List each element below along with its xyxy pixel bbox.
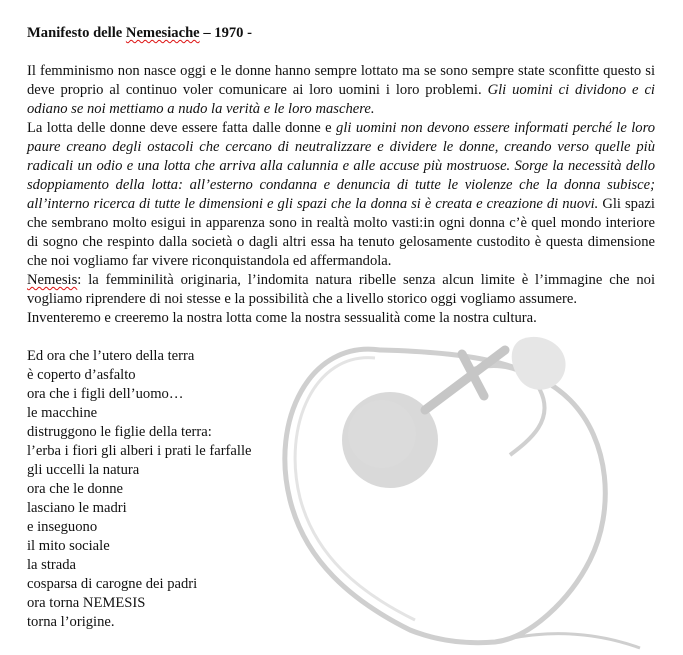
poem-line: e inseguono xyxy=(27,519,98,535)
paragraph-3 xyxy=(27,271,655,309)
paragraph-2-text-2: Gli spazi che sembrano molto esigui in apparenza sono in realtà molto vasti:in ogni donna c’è quel mondo interiore di sogno che respinto dalla società o dagli altri essa ha tenuto gelosamente custodito è questa dimensione che noi vogliamo far vivere riconquistandola ed affermandola. xyxy=(27,196,655,269)
paragraph-2 xyxy=(27,119,655,271)
paragraph-2-text-1: La lotta delle donne deve essere fatta dalle donne e xyxy=(27,120,337,136)
poem-line: gli uccelli la natura xyxy=(27,462,140,478)
poem-line: le macchine xyxy=(27,405,98,421)
paragraph-1 xyxy=(27,62,655,119)
title-prefix: Manifesto delle xyxy=(27,25,126,41)
poem-line: torna l’origine. xyxy=(27,614,115,630)
poem-line: lasciano le madri xyxy=(27,500,127,516)
poem-line: è coperto d’asfalto xyxy=(27,367,136,383)
poem-line: cosparsa di carogne dei padri xyxy=(27,576,198,592)
poem-line: il mito sociale xyxy=(27,538,110,554)
title-suffix: – 1970 - xyxy=(199,25,252,41)
paragraph-2-italic: gli uomini non devono essere informati perché le loro paure creano degli ostacoli che cercano di neutralizzare e dividere le donne, creando verso quelle più radicali un odio e una lotta che arriva alla calunnia e alle accuse più mostruose. Sorge la necessità dello sdoppiamento della lotta: all’esterno condanna e denuncia di tutte le violenze che la donna subisce; all’interno ricerca di tutte le dimensioni e gli spazi che la donna si è creata e creazione di nuovi. xyxy=(27,120,656,212)
document-body xyxy=(27,24,655,632)
poem-line: la strada xyxy=(27,557,77,573)
paragraph-1-text: Il femminismo non nasce oggi e le donne hanno sempre lottato ma se sono sempre state sconfitte questo si deve proprio al continuo voler comunicare ai loro uomini i loro problemi. xyxy=(27,63,655,98)
document-title xyxy=(27,24,655,43)
poem-line: ora che i figli dell’uomo… xyxy=(27,386,184,402)
poem-line: l’erba i fiori gli alberi i prati le farfalle xyxy=(27,443,252,459)
paragraph-4: Inventeremo e creeremo la nostra lotta come la nostra sessualità come la nostra cultura. xyxy=(27,310,537,326)
poem-line: ora che le donne xyxy=(27,481,124,497)
paragraph-1-italic: Gli uomini ci dividono e ci odiano se noi mettiamo a nudo la verità e le loro maschere. xyxy=(27,82,655,117)
paragraph-3-spellcheck-word: Nemesis xyxy=(27,272,78,288)
paragraph-3-text: : la femminilità originaria, l’indomita natura ribelle senza alcun limite è l’immagine che noi vogliamo riprendere di noi stesse e la possibilità che a livello storico oggi vogliamo assumere. xyxy=(27,272,655,307)
poem-line: Ed ora che l’utero della terra xyxy=(27,348,195,364)
title-spellcheck-word: Nemesiache xyxy=(125,25,200,41)
poem-line: distruggono le figlie della terra: xyxy=(27,424,212,440)
poem-line: ora torna NEMESIS xyxy=(27,595,146,611)
poem xyxy=(27,347,655,632)
